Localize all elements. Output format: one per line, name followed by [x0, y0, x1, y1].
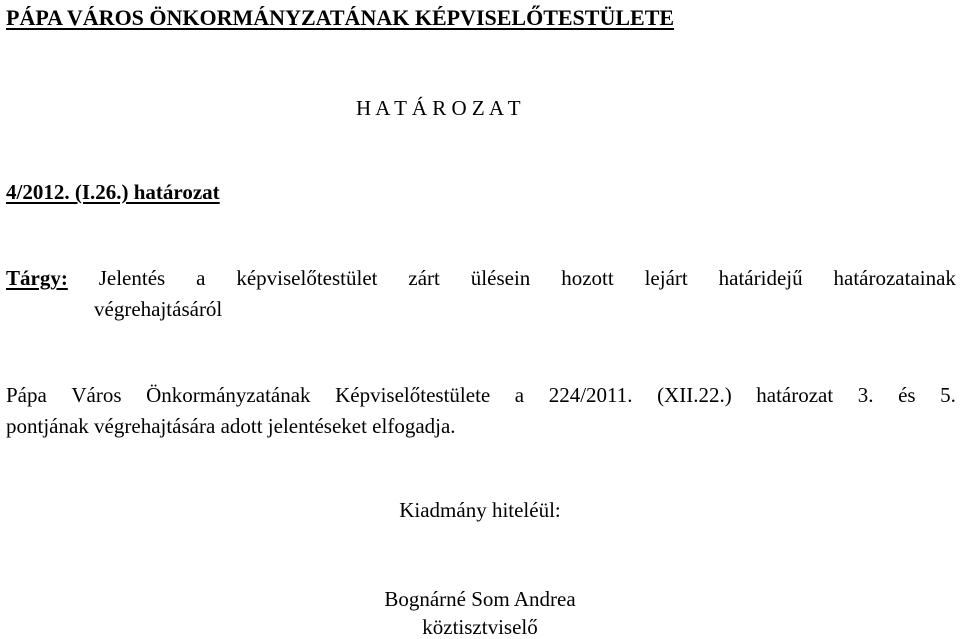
resolution-word: (XII.22.): [657, 383, 732, 407]
resolution-text-line: [6, 383, 956, 407]
subject-word: zárt: [408, 266, 440, 290]
council-title: PÁPA VÁROS ÖNKORMÁNYZATÁNAK KÉPVISELŐTESTÜLETE: [6, 5, 675, 30]
subject-word: a: [196, 266, 206, 290]
resolution-word: 224/2011.: [548, 383, 633, 407]
decision-number: 4/2012. (I.26.) határozat: [6, 180, 220, 204]
attestation-label: Kiadmány hiteléül:: [399, 498, 561, 522]
resolution-word: és: [898, 383, 916, 407]
subject-word: hozott: [561, 266, 614, 290]
resolution-word: Képviselőtestülete: [335, 383, 491, 407]
resolution-word: határozat: [756, 383, 834, 407]
signer-title: köztisztviselő: [422, 615, 538, 639]
subject-word: ülésein: [470, 266, 531, 290]
resolution-word: 3.: [857, 383, 874, 407]
resolution-word: Önkormányzatának: [146, 383, 311, 407]
subject-word: lejárt: [644, 266, 688, 290]
subject-word: határozatainak: [833, 266, 956, 290]
subject-word: Jelentés: [98, 266, 166, 290]
subject-word: határidejű: [718, 266, 803, 290]
subject-continuation: végrehajtásáról: [94, 297, 223, 321]
subject-word: képviselőtestület: [236, 266, 378, 290]
resolution-word: a: [514, 383, 525, 407]
subject-label: Tárgy:: [6, 266, 68, 290]
signer-name: Bognárné Som Andrea: [384, 587, 576, 611]
resolution-word: Város: [71, 383, 122, 407]
subject-line: [6, 266, 956, 290]
decision-heading: H A T Á R O Z A T: [356, 96, 521, 120]
resolution-text-continuation: pontjának végrehajtására adott jelentéseket elfogadja.: [6, 414, 456, 438]
resolution-word: Pápa: [6, 383, 47, 407]
resolution-word: 5.: [940, 383, 956, 407]
